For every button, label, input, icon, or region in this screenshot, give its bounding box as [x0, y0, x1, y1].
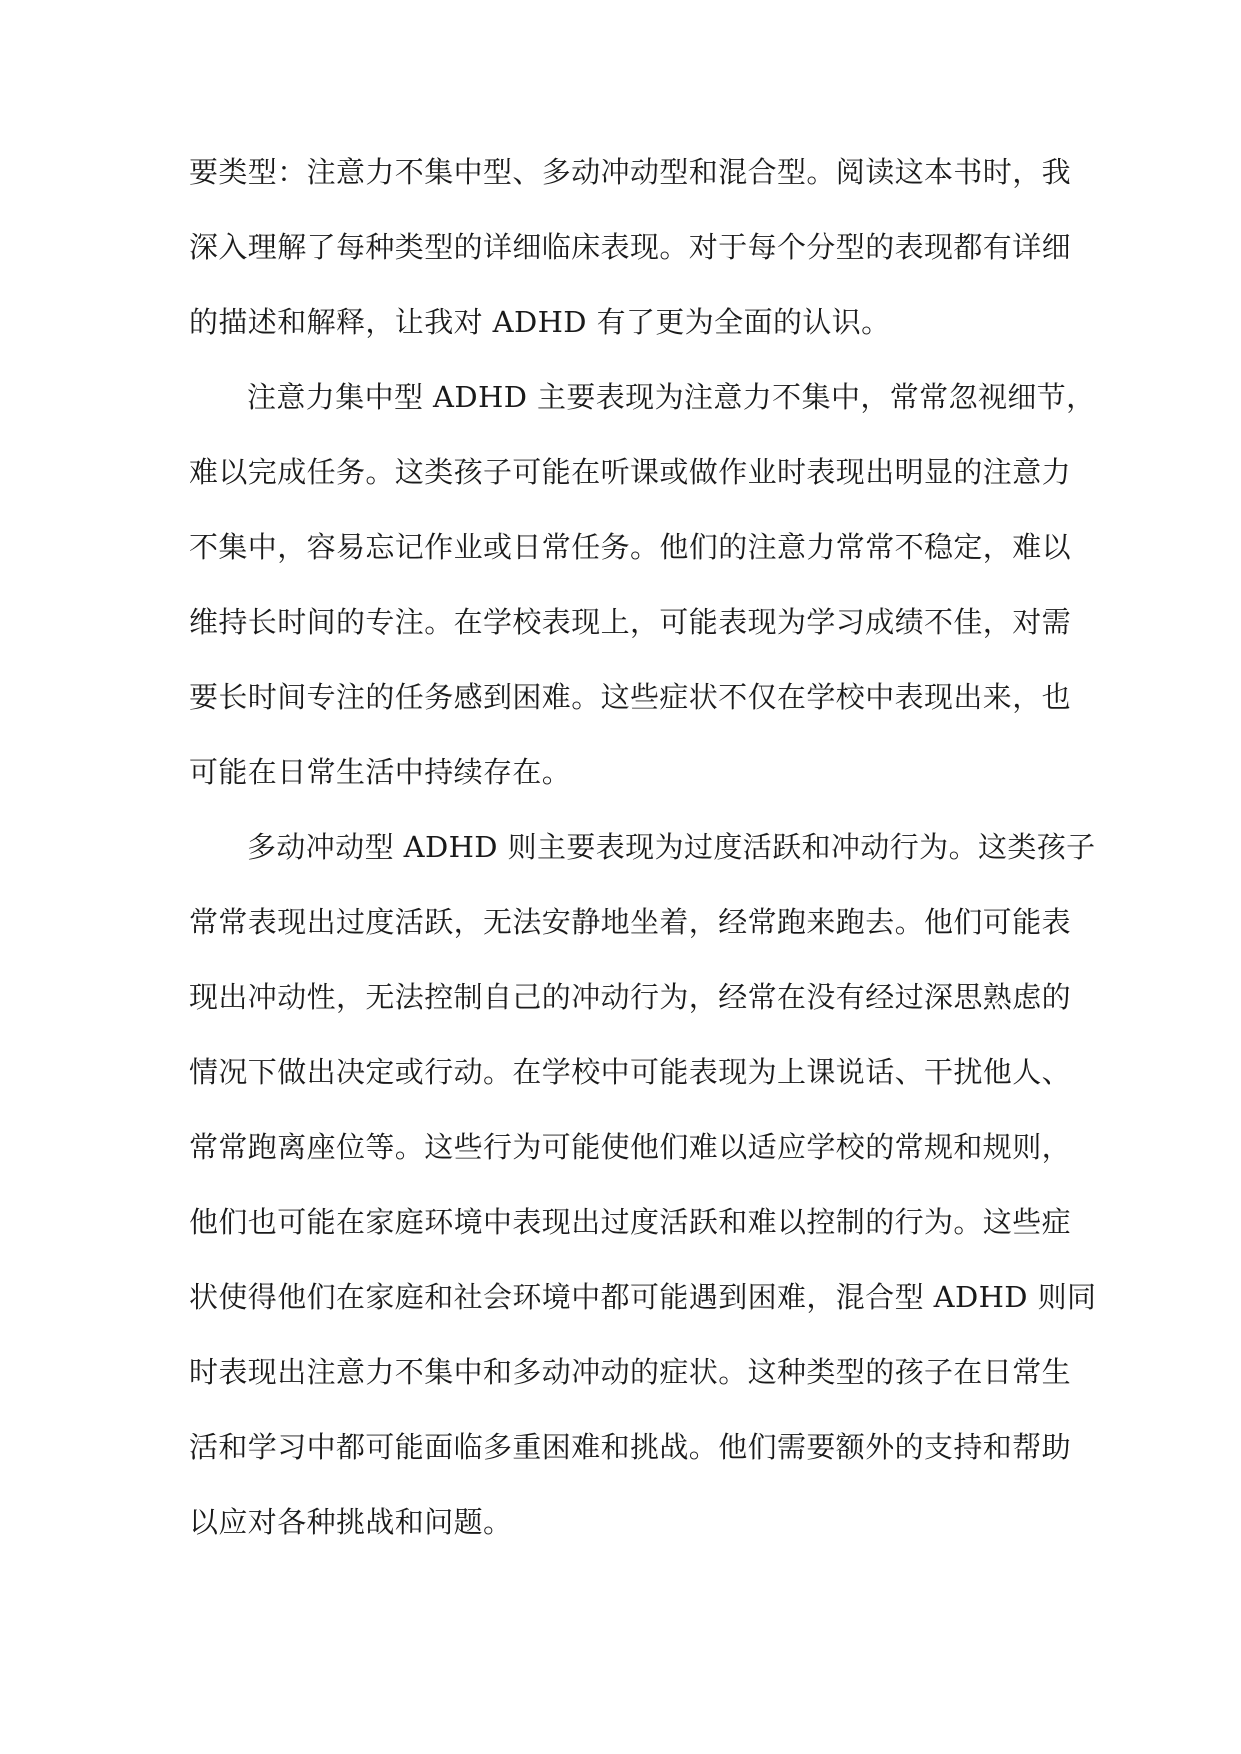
text-line: 常常表现出过度活跃，无法安静地坐着，经常跑来跑去。他们可能表	[189, 905, 1072, 939]
text-line: 他们也可能在家庭环境中表现出过度活跃和难以控制的行为。这些症	[189, 1205, 1072, 1239]
text-line: 可能在日常生活中持续存在。	[189, 755, 572, 789]
text-line: 维持长时间的专注。在学校表现上，可能表现为学习成绩不佳，对需	[189, 605, 1072, 639]
text-line: 难以完成任务。这类孩子可能在听课或做作业时表现出明显的注意力	[189, 455, 1072, 489]
text-line: 状使得他们在家庭和社会环境中都可能遇到困难，混合型 ADHD 则同	[189, 1280, 1097, 1314]
text-line: 不集中，容易忘记作业或日常任务。他们的注意力常常不稳定，难以	[189, 530, 1072, 564]
text-line: 活和学习中都可能面临多重困难和挑战。他们需要额外的支持和帮助	[189, 1430, 1072, 1464]
paragraph-first-line: 多动冲动型 ADHD 则主要表现为过度活跃和冲动行为。这类孩子	[247, 830, 1096, 864]
text-line: 要长时间专注的任务感到困难。这些症状不仅在学校中表现出来，也	[189, 680, 1072, 714]
text-line: 的描述和解释，让我对 ADHD 有了更为全面的认识。	[189, 305, 891, 339]
text-line: 情况下做出决定或行动。在学校中可能表现为上课说话、干扰他人、	[189, 1055, 1072, 1089]
document-body	[189, 144, 1097, 1569]
text-line: 时表现出注意力不集中和多动冲动的症状。这种类型的孩子在日常生	[189, 1355, 1072, 1389]
text-line: 深入理解了每种类型的详细临床表现。对于每个分型的表现都有详细	[189, 230, 1072, 264]
text-line: 常常跑离座位等。这些行为可能使他们难以适应学校的常规和规则，	[189, 1130, 1072, 1164]
text-line: 要类型：注意力不集中型、多动冲动型和混合型。阅读这本书时，我	[189, 155, 1072, 189]
text-line: 现出冲动性，无法控制自己的冲动行为，经常在没有经过深思熟虑的	[189, 980, 1072, 1014]
text-line: 以应对各种挑战和问题。	[189, 1505, 513, 1539]
paragraph-first-line: 注意力集中型 ADHD 主要表现为注意力不集中，常常忽视细节，	[247, 380, 1096, 414]
